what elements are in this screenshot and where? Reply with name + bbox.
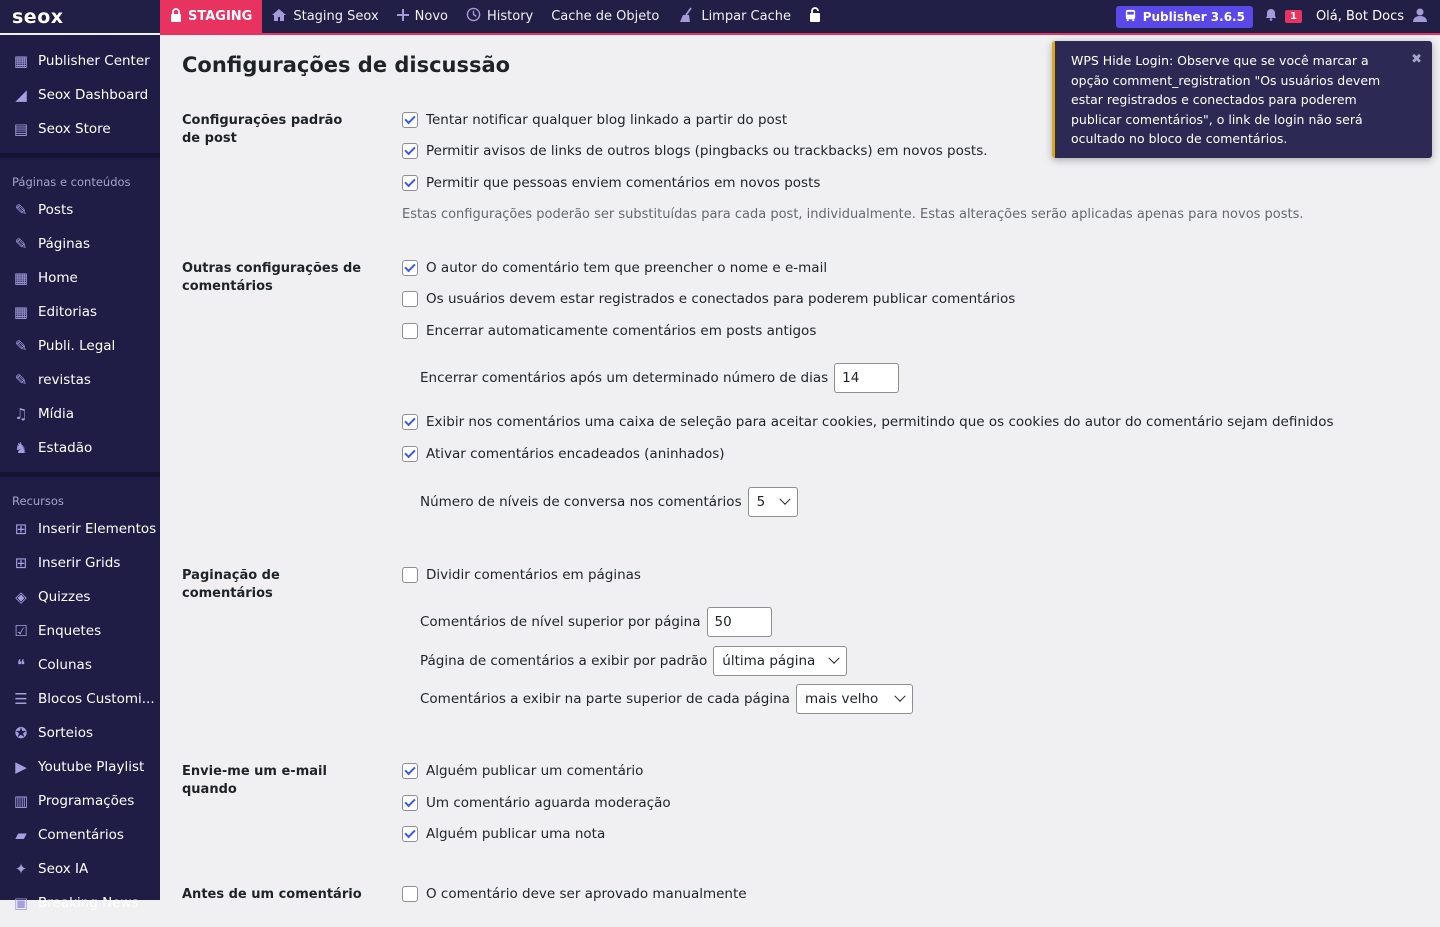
blocks-icon: ▦ — [13, 303, 29, 321]
comment-order-label: Comentários a exibir na parte superior de cada página — [420, 691, 790, 707]
default-post-settings-label: Configurações padrão de post — [182, 113, 343, 146]
plus-square-icon: ⊞ — [14, 520, 28, 538]
seox-logo[interactable]: seox — [12, 5, 64, 28]
site-name-link[interactable] — [262, 0, 387, 33]
sidebar-item-youtube-playlist[interactable]: ▶ Youtube Playlist — [0, 750, 160, 784]
close-comments-days-label: Encerrar comentários após um determinado número de dias — [420, 370, 829, 386]
sidebar-item-inserir-grids[interactable]: ⊞ Inserir Grids — [0, 546, 160, 580]
main-content — [160, 35, 1440, 900]
edit-icon: ✎ — [14, 337, 28, 355]
poll-icon: ☑ — [14, 622, 28, 640]
thread-depth-row — [420, 487, 798, 517]
require-name-email-option[interactable]: O autor do comentário tem que preencher o nome e e-mail — [402, 260, 827, 276]
thread-depth-label: Número de níveis de conversa nos comentários — [420, 494, 742, 510]
sidebar-item-pages[interactable]: ✎ Páginas — [0, 227, 160, 261]
sidebar-item-seox-dashboard[interactable]: ◢ Seox Dashboard — [0, 78, 160, 112]
thread-depth-select[interactable]: 5 — [748, 487, 798, 517]
sparkle-icon: ✦ — [14, 860, 28, 878]
chevron-down-icon — [829, 653, 840, 664]
edit-icon: ✎ — [14, 235, 28, 253]
sidebar-item-publi-legal[interactable]: ✎ Publi. Legal — [0, 329, 160, 363]
news-icon: ▣ — [13, 894, 29, 912]
admin-sidebar — [0, 35, 160, 912]
blocks-icon: ▦ — [13, 269, 29, 287]
paginate-comments-option[interactable]: Dividir comentários em páginas — [402, 567, 641, 583]
comment-order-row — [420, 684, 913, 714]
edit-icon: ✎ — [14, 371, 28, 389]
playlist-icon: ▶ — [15, 758, 27, 776]
history-icon — [466, 7, 481, 26]
require-registration-checkbox[interactable] — [402, 291, 418, 307]
sidebar-item-editorias[interactable]: ▦ Editorias — [13, 303, 98, 321]
media-icon: ♫ — [14, 405, 28, 423]
user-account-menu[interactable] — [1316, 7, 1440, 27]
history-label: History — [486, 9, 534, 24]
plus-icon — [397, 9, 409, 25]
close-comments-days-row — [420, 363, 899, 393]
chevron-down-icon — [779, 494, 790, 505]
other-comment-settings-label: Outras configurações de comentários — [182, 261, 362, 294]
user-avatar-icon — [1412, 7, 1428, 27]
email-on-moderation-option[interactable]: Um comentário aguarda moderação — [402, 795, 671, 811]
manual-approval-checkbox[interactable] — [402, 886, 418, 902]
object-cache-link[interactable] — [542, 0, 668, 33]
sidebar-item-revistas[interactable]: ✎ revistas — [0, 363, 160, 397]
staging-label: STAGING — [188, 9, 253, 24]
notify-linked-blogs-checkbox[interactable] — [402, 112, 418, 128]
sidebar-item-seox-store[interactable]: ▤ Seox Store — [13, 120, 111, 138]
sidebar-top-group — [0, 35, 160, 158]
notice-message: WPS Hide Login: Observe que se você marcar a opção comment_registration "Os usuários devem estar registrados e conectados para poderem publicar comentários", o link de login não será ocultado no bloco de comentários. — [1071, 53, 1381, 146]
email-me-label: Envie-me um e-mail quando — [182, 764, 327, 797]
default-post-settings-description: Estas configurações poderão ser substituídas para cada post, individualmente. Estas alterações serão aplicadas apenas para novos posts. — [402, 207, 1304, 222]
sidebar-item-programacoes[interactable]: ▥ Programações — [13, 792, 135, 810]
comment-order-select[interactable]: mais velho — [796, 684, 913, 714]
clear-cache-link[interactable] — [668, 0, 800, 33]
auto-close-comments-checkbox[interactable] — [402, 323, 418, 339]
admin-top-bar — [0, 0, 1440, 33]
padlock-link[interactable] — [800, 0, 830, 33]
publisher-version-button[interactable] — [1116, 6, 1253, 28]
allow-pingbacks-option[interactable]: Permitir avisos de links de outros blogs (pingbacks ou trackbacks) em novos posts. — [402, 143, 988, 159]
notify-linked-blogs-option[interactable]: Tentar notificar qualquer blog linkado a partir do post — [402, 112, 787, 128]
new-content-menu[interactable] — [388, 0, 457, 33]
email-on-note-option[interactable]: Alguém publicar uma nota — [402, 826, 605, 842]
chevron-down-icon — [894, 691, 905, 702]
quote-icon: ❝ — [16, 656, 26, 674]
sidebar-item-posts[interactable]: ✎ Posts — [0, 193, 160, 227]
paginate-comments-checkbox[interactable] — [402, 567, 418, 583]
sidebar-item-inserir-elementos[interactable]: ⊞ Inserir Elementos — [0, 512, 160, 546]
plus-square-icon: ⊞ — [14, 554, 28, 572]
comments-per-page-row — [420, 607, 772, 637]
default-comments-page-select[interactable]: última página — [713, 646, 847, 676]
lock-icon — [170, 8, 182, 26]
page-title: Configurações de discussão — [182, 53, 511, 77]
sidebar-heading-resources: Recursos — [12, 494, 64, 508]
allow-comments-checkbox[interactable] — [402, 175, 418, 191]
publisher-version-label: Publisher 3.6.5 — [1142, 9, 1245, 24]
email-on-comment-option[interactable]: Alguém publicar um comentário — [402, 763, 643, 779]
comments-per-page-label: Comentários de nível superior por página — [420, 614, 701, 630]
default-comments-page-label: Página de comentários a exibir por padrão — [420, 653, 708, 669]
default-comments-page-row — [420, 646, 847, 676]
require-name-email-checkbox[interactable] — [402, 260, 418, 276]
sidebar-item-blocos-customizados[interactable]: ☰ Blocos Customi... — [0, 682, 160, 716]
list-icon: ☰ — [14, 690, 28, 708]
sidebar-item-breaking-news[interactable]: ▣ Breaking News — [13, 894, 139, 912]
sidebar-item-seox-ia[interactable]: ✦ Seox IA — [0, 852, 160, 886]
tag-icon: ◈ — [15, 588, 27, 606]
comments-per-page-input[interactable]: 50 — [707, 607, 772, 637]
cookies-consent-option[interactable]: Exibir nos comentários uma caixa de seleção para aceitar cookies, permitindo que os cookies do autor do comentário sejam definidos — [402, 414, 1334, 430]
cookies-consent-checkbox[interactable] — [402, 414, 418, 430]
new-label: Novo — [414, 9, 448, 24]
close-comments-days-input[interactable]: 14 — [834, 363, 899, 393]
edit-icon: ✎ — [14, 201, 28, 219]
sidebar-item-quizzes[interactable]: ◈ Quizzes — [0, 580, 160, 614]
notifications-button[interactable] — [1265, 8, 1302, 25]
comment-icon: ▰ — [15, 826, 27, 844]
calendar-icon: ▥ — [13, 792, 29, 810]
sidebar-item-estadao[interactable]: ♞ Estadão — [0, 431, 160, 465]
sidebar-item-comentarios[interactable]: ▰ Comentários — [0, 818, 160, 852]
close-icon[interactable]: ✖ — [1411, 52, 1422, 67]
horse-icon: ♞ — [14, 439, 28, 457]
notification-count-badge: 1 — [1285, 10, 1302, 23]
allow-comments-option[interactable]: Permitir que pessoas enviem comentários em novos posts — [402, 175, 820, 191]
site-name-label: Staging Seox — [293, 9, 379, 24]
auto-close-comments-option[interactable]: Encerrar automaticamente comentários em posts antigos — [402, 323, 816, 339]
allow-pingbacks-checkbox[interactable] — [402, 143, 418, 159]
sidebar-heading-pages: Páginas e conteúdos — [12, 175, 131, 189]
sidebar-resources-group — [0, 477, 160, 927]
email-on-comment-checkbox[interactable] — [402, 763, 418, 779]
require-registration-option[interactable]: Os usuários devem estar registrados e conectados para poderem publicar comentários — [402, 291, 1015, 307]
padlock-icon — [809, 7, 821, 26]
home-icon — [271, 8, 287, 26]
email-on-moderation-checkbox[interactable] — [402, 795, 418, 811]
bus-icon — [1124, 9, 1137, 25]
wps-hide-login-notice — [1052, 41, 1432, 158]
sidebar-item-colunas[interactable]: ❝ Colunas — [0, 648, 160, 682]
store-icon: ▤ — [13, 120, 29, 138]
sidebar-item-home[interactable]: ▦ Home — [13, 269, 78, 287]
sidebar-item-midia[interactable]: ♫ Mídia — [0, 397, 160, 431]
history-link[interactable] — [457, 0, 542, 33]
broom-icon — [677, 7, 695, 27]
clear-cache-label: Limpar Cache — [701, 9, 791, 24]
threaded-comments-checkbox[interactable] — [402, 446, 418, 462]
threaded-comments-option[interactable]: Ativar comentários encadeados (aninhados) — [402, 446, 725, 462]
greeting-label: Olá, Bot Docs — [1315, 9, 1404, 24]
before-comment-label: Antes de um comentário — [182, 887, 362, 902]
staging-badge[interactable] — [160, 0, 262, 33]
sidebar-item-publisher-center[interactable]: ▦ Publisher Center — [13, 52, 150, 70]
sidebar-item-sorteios[interactable]: ✪ Sorteios — [0, 716, 160, 750]
award-icon: ✪ — [14, 724, 28, 742]
sidebar-pages-group — [0, 158, 160, 477]
bell-icon — [1265, 8, 1277, 25]
sidebar-item-enquetes[interactable]: ☑ Enquetes — [0, 614, 160, 648]
chart-icon: ◢ — [15, 86, 27, 104]
manual-approval-option[interactable]: O comentário deve ser aprovado manualmente — [402, 886, 747, 902]
comment-pagination-label: Paginação de comentários — [182, 568, 280, 601]
grid-icon: ▦ — [13, 52, 29, 70]
email-on-note-checkbox[interactable] — [402, 826, 418, 842]
object-cache-label: Cache de Objeto — [551, 9, 660, 24]
